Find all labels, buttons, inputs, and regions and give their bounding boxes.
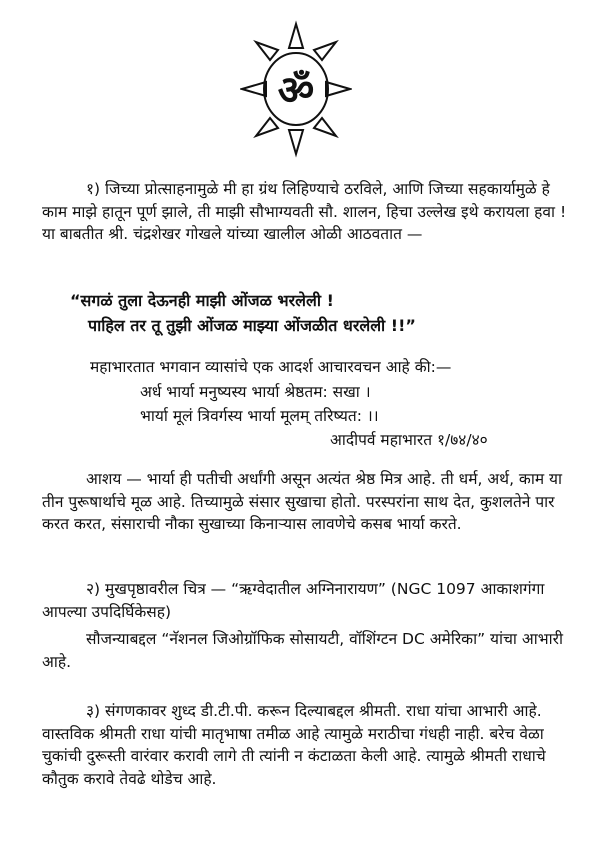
- paragraph-credit: सौजन्याबद्दल “नॅशनल जिओग्रॉफिक सोसायटी, वॉशिंग्टन DC अमेरिका” यांचा आभारी आहे.: [42, 630, 563, 671]
- verse-reference: आदीपर्व महाभारत १/७४/४०: [330, 431, 488, 449]
- om-symbol: ॐ: [277, 68, 315, 114]
- sanskrit-verse: [140, 380, 560, 452]
- verse-line-1: अर्ध भार्या मनुष्यस्य भार्या श्रेष्ठतम: सखा ।: [140, 383, 371, 401]
- poem-line-2: पाहिल तर तू तुझी ओंजळ माझ्या ओंजळीत धरलेली !!”: [88, 316, 416, 335]
- om-sun-icon: [240, 20, 352, 158]
- mahabharat-intro: महाभारतात भगवान व्यासांचे एक आदर्श आचारवचन आहे की:—: [90, 358, 452, 376]
- poem-line-1: “सगळं तुला देऊनही माझी ओंजळ भरलेली !: [70, 291, 334, 310]
- paragraph-acknowledgement-wife: १) जिच्या प्रोत्साहनामुळे मी हा ग्रंथ लिहिण्याचे ठरविले, आणि जिच्या सहकार्यामुळे हे काम माझे हातून पूर्ण झाले, ती माझी सौभाग्यवती सौ. शालन, हिचा उल्लेख इथे करायला हवा ! या बाबतीत श्री. चंद्रशेखर गोखले यांच्या खालील ओळी आठवतात —: [42, 180, 567, 243]
- verse-line-2: भार्या मूलं त्रिवर्गस्य भार्या मूलम् तरिष्यत: ।।: [140, 407, 379, 425]
- paragraph-meaning: आशय — भार्या ही पतीची अर्धांगी असून अत्यंत श्रेष्ठ मित्र आहे. ती धर्म, अर्थ, काम या तीन पुरूषार्थाचे मूळ आहे. तिच्यामुळे संसार सुखाचा होतो. परस्परांना साथ देत, कुशलतेने पार करत करत, संसाराची नौका सुखाच्या किनाऱ्यास लावणेचे कसब भार्या करते.: [42, 470, 563, 533]
- paragraph-cover-image: २) मुखपृष्ठावरील चित्र — “ऋग्वेदातील अग्निनारायण” (NGC 1097 आकाशगंगा आपल्या उपदिर्घिकेसह): [42, 580, 545, 621]
- poem-quote: [70, 288, 570, 338]
- paragraph-dtp-thanks: ३) संगणकावर शुध्द डी.टी.पी. करून दिल्याबद्दल श्रीमती. राधा यांचा आभारी आहे. वास्तविक श्रीमती राधा यांची मातृभाषा तमीळ आहे त्यामुळे मराठीचा गंधही नाही. बरेच वेळा चुकांची दुरूस्ती वारंवार करावी लागे ती त्यांनी न कंटाळता केली आहे. त्यामुळे श्रीमती राधाचे कौतुक करावे तेवढे थोडेच आहे.: [42, 702, 546, 788]
